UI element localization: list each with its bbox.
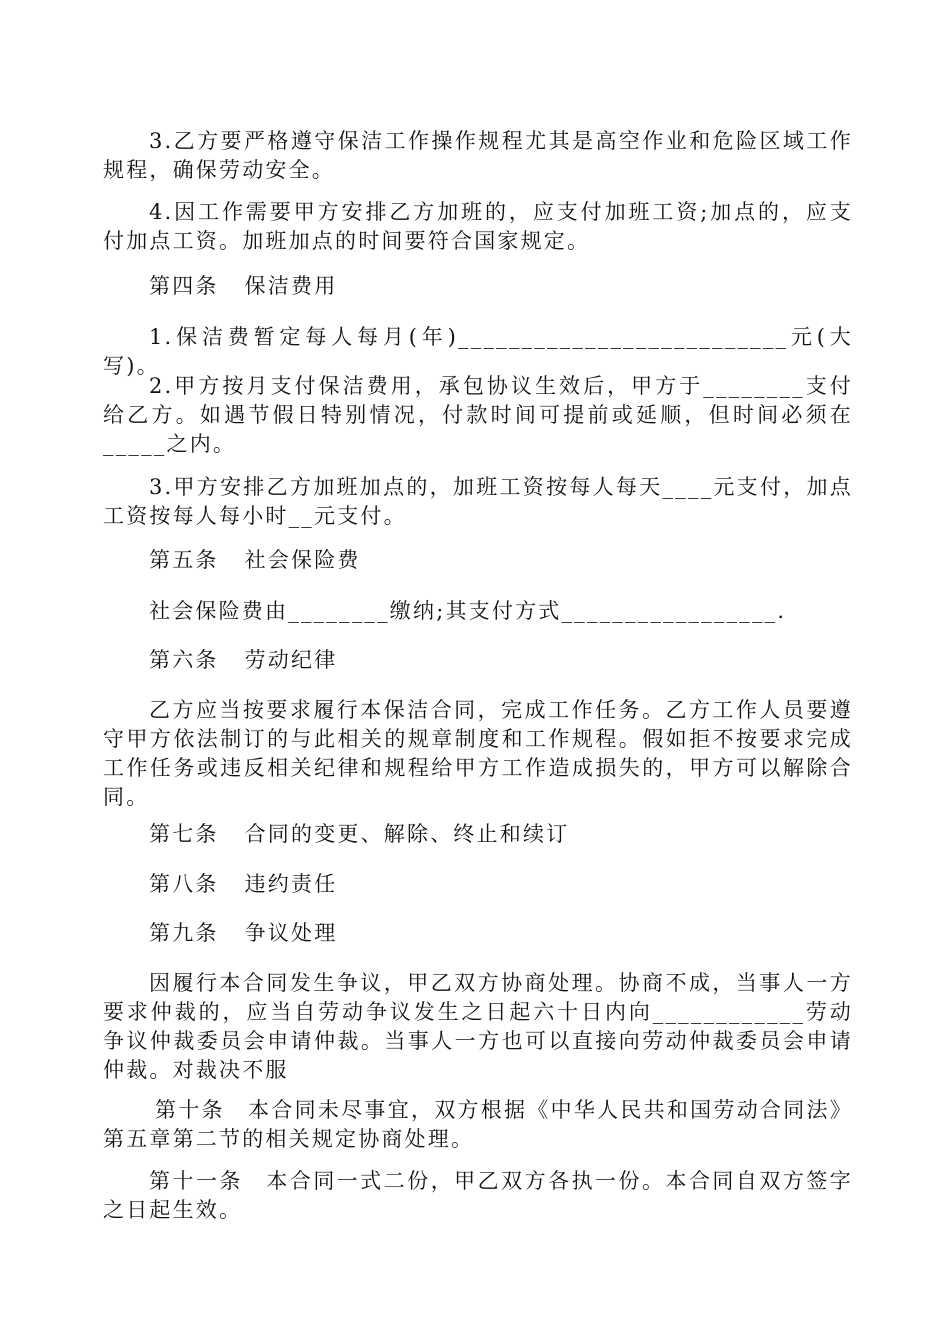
clause-4-1-paragraph: 1.保洁费暂定每人每月(年)__________________________元(大写)。 xyxy=(103,325,853,378)
article-9-paragraph: 因履行本合同发生争议，甲乙双方协商处理。协商不成，当事人一方要求仲裁的，应当自劳动争议发生之日起六十日内向____________劳动争议仲裁委员会申请仲裁。当事人一方也可以直接向劳动仲裁委员会申请仲裁。对裁决不服 xyxy=(103,971,853,1082)
article-6-paragraph: 乙方应当按要求履行本保洁合同，完成工作任务。乙方工作人员要遵守甲方依法制订的与此相关的规章制度和工作规程。假如拒不按要求完成工作任务或违反相关纪律和规程给甲方工作造成损失的，甲方可以解除合同。 xyxy=(103,698,853,809)
article-5-heading xyxy=(149,546,361,575)
article-8-number: 第八条 xyxy=(149,872,219,896)
article-5-title: 社会保险费 xyxy=(244,548,361,572)
clause-3-3-paragraph: 3.乙方要严格遵守保洁工作操作规程尤其是高空作业和危险区域工作规程，确保劳动安全。 xyxy=(103,129,853,182)
article-6-heading xyxy=(149,646,337,675)
article-6-number: 第六条 xyxy=(149,648,219,672)
article-7-title: 合同的变更、解除、终止和续订 xyxy=(244,822,570,846)
article-4-heading xyxy=(149,272,337,301)
article-4-title: 保洁费用 xyxy=(244,274,338,298)
clause-4-3-paragraph: 3.甲方安排乙方加班加点的，加班工资按每人每天____元支付，加点工资按每人每小时__元支付。 xyxy=(103,475,853,528)
clause-4-2-paragraph: 2.甲方按月支付保洁费用，承包协议生效后，甲方于________支付给乙方。如遇节假日特别情况，付款时间可提前或延顺，但时间必须在_____之内。 xyxy=(103,374,853,456)
article-10-paragraph: 第十条 本合同未尽事宜，双方根据《中华人民共和国劳动合同法》第五章第二节的相关规定协商处理。 xyxy=(103,1098,853,1151)
article-8-heading xyxy=(149,870,337,899)
article-9-number: 第九条 xyxy=(149,921,219,945)
article-7-heading xyxy=(149,820,569,849)
article-7-number: 第七条 xyxy=(149,822,219,846)
article-6-title: 劳动纪律 xyxy=(244,648,338,672)
article-9-title: 争议处理 xyxy=(244,921,338,945)
article-9-heading xyxy=(149,919,337,948)
article-4-number: 第四条 xyxy=(149,274,219,298)
article-8-title: 违约责任 xyxy=(244,872,338,896)
clause-3-4-paragraph: 4.因工作需要甲方安排乙方加班的，应支付加班工资;加点的，应支付加点工资。加班加点的时间要符合国家规定。 xyxy=(103,200,853,253)
article-5-number: 第五条 xyxy=(149,548,219,572)
article-5-paragraph: 社会保险费由________缴纳;其支付方式_________________. xyxy=(149,599,787,623)
article-11-paragraph: 第十一条 本合同一式二份，甲乙双方各执一份。本合同自双方签字之日起生效。 xyxy=(103,1169,853,1222)
